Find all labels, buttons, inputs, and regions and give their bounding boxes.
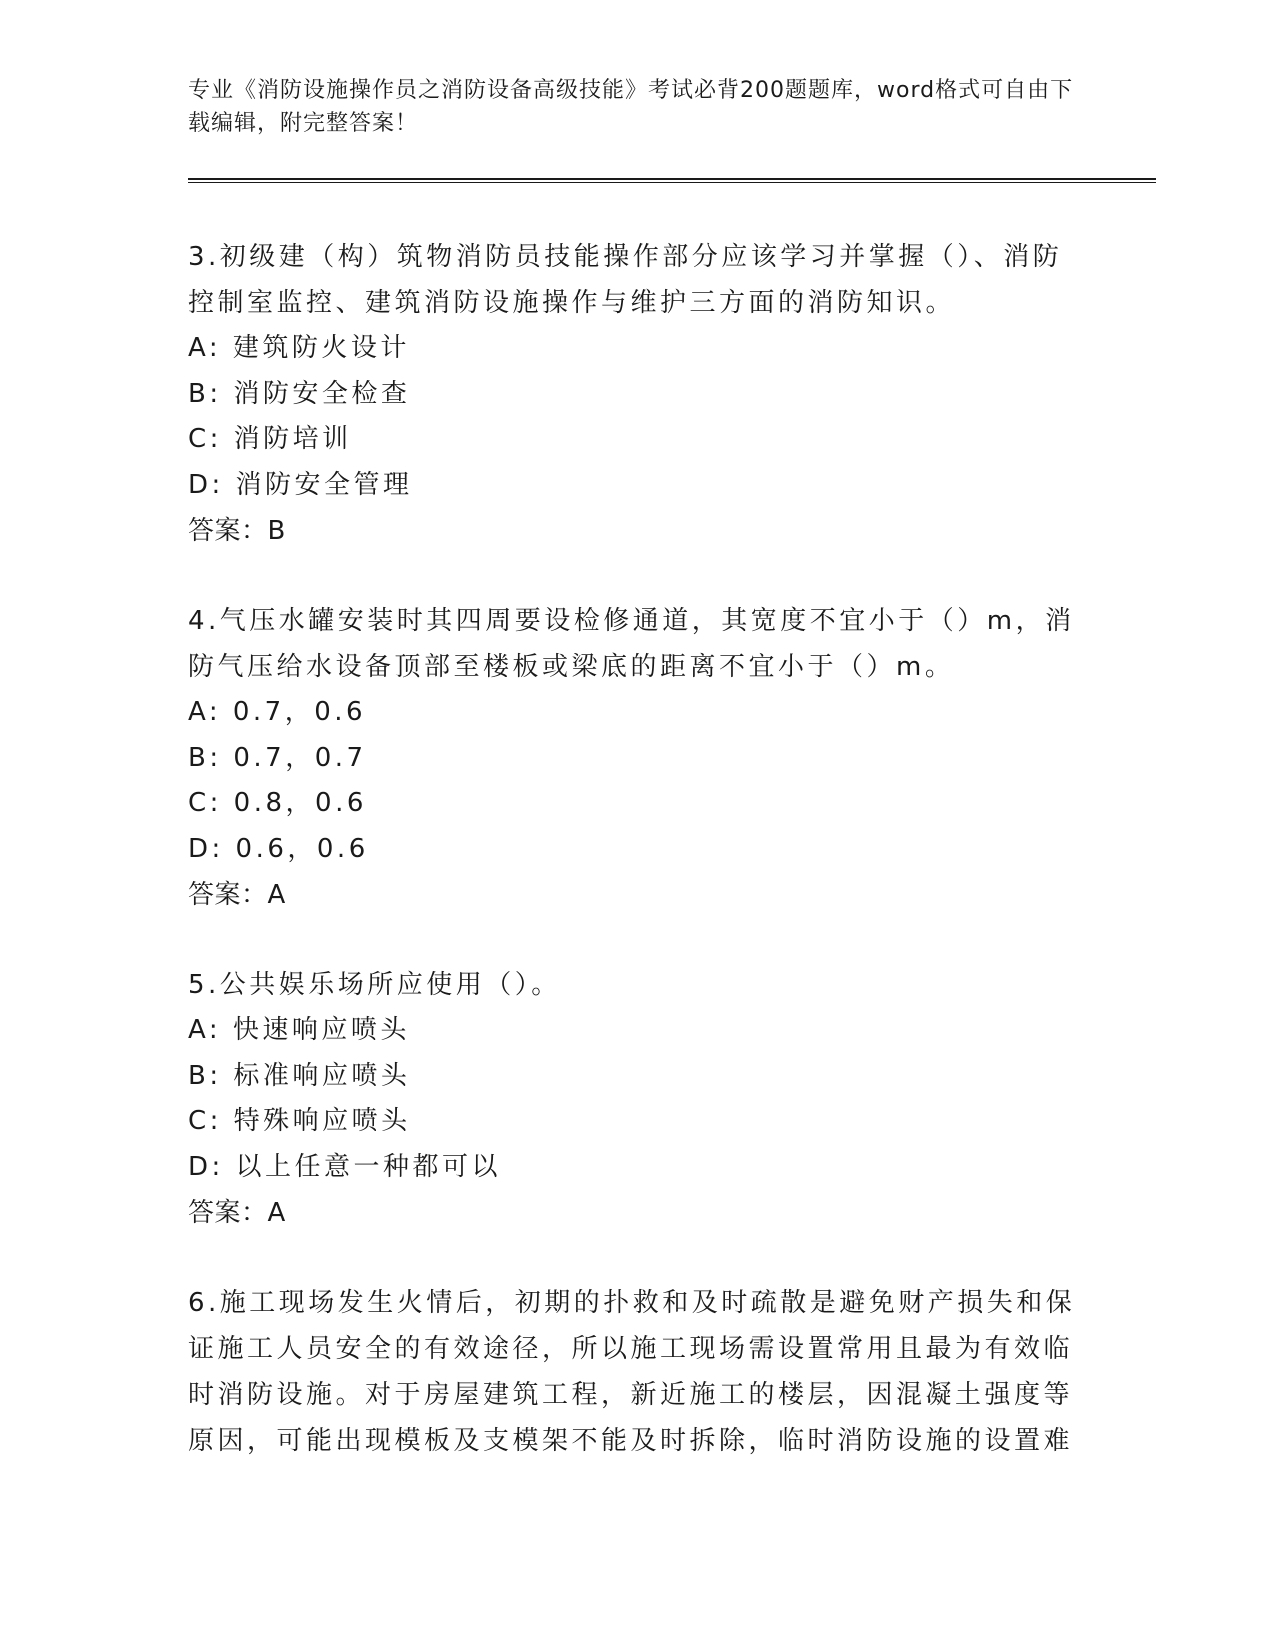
question-list [188, 234, 1088, 1508]
answer-line: 答案：B [188, 516, 286, 546]
question-stem: 5.公共娱乐场所应使用（）。 [188, 970, 561, 1000]
option-a: A: 建筑防火设计 [188, 333, 410, 363]
option-c: C: 0.8，0.6 [188, 788, 367, 818]
option-d: D: 消防安全管理 [188, 469, 413, 500]
header-divider [188, 178, 1156, 183]
question-stem: 3.初级建（构）筑物消防员技能操作部分应该学习并掌握（）、消防控制室监控、建筑消防设施操作与维护三方面的消防知识。 [188, 242, 1063, 318]
answer-line: 答案：A [188, 880, 286, 910]
option-a: A: 快速响应喷头 [188, 1015, 410, 1045]
option-c: C: 特殊响应喷头 [188, 1106, 411, 1136]
option-d: D: 0.6，0.6 [188, 833, 369, 864]
question-item [188, 598, 1088, 918]
option-a: A: 0.7，0.6 [188, 697, 367, 727]
answer-line: 答案：A [188, 1198, 286, 1228]
option-b: B: 标准响应喷头 [188, 1060, 411, 1091]
question-item [188, 962, 1088, 1236]
option-c: C: 消防培训 [188, 424, 352, 454]
page-header: 专业《消防设施操作员之消防设备高级技能》考试必背200题题库，word格式可自由下载编辑，附完整答案！ [188, 78, 1074, 136]
question-item [188, 234, 1088, 554]
question-stem: 6.施工现场发生火情后，初期的扑救和及时疏散是避免财产损失和保证施工人员安全的有效途径，所以施工现场需设置常用且最为有效临时消防设施。对于房屋建筑工程，新近施工的楼层，因混凝土强度等原因，可能出现模板及支模架不能及时拆除，临时消防设施的设置难 [188, 1288, 1076, 1456]
option-b: B: 消防安全检查 [188, 378, 411, 409]
option-b: B: 0.7，0.7 [188, 742, 367, 773]
question-stem: 4.气压水罐安装时其四周要设检修通道，其宽度不宜小于（）m，消防气压给水设备顶部至楼板或梁底的距离不宜小于（）m。 [188, 606, 1075, 682]
question-item [188, 1280, 1088, 1464]
option-d: D: 以上任意一种都可以 [188, 1151, 502, 1182]
